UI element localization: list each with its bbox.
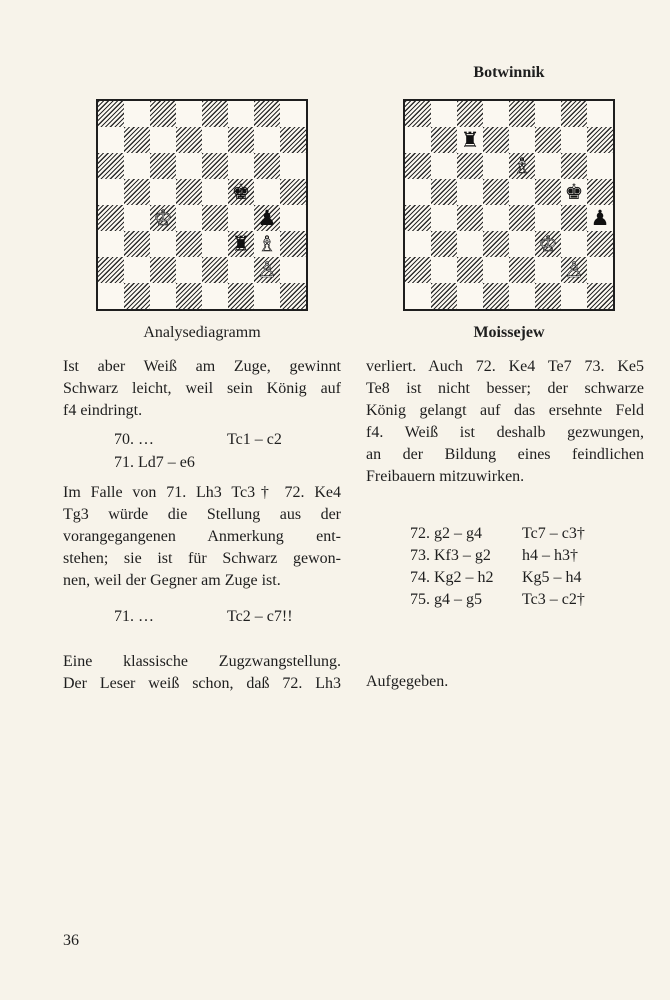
- chess-piece: ♚: [564, 179, 584, 204]
- board-square-c4: [150, 205, 176, 231]
- board-square-h2: [280, 257, 306, 283]
- board-square-h6: [587, 153, 613, 179]
- board-square-e8: [202, 101, 228, 127]
- board-square-h3: [280, 231, 306, 257]
- board-square-a4: [98, 205, 124, 231]
- move-number: 71. …: [114, 608, 154, 625]
- board-square-f6: [535, 153, 561, 179]
- board-square-b4: [431, 205, 457, 231]
- chess-piece: ♙: [564, 257, 584, 282]
- diagram-caption-analysis: Analysediagramm: [143, 324, 261, 341]
- page-number: 36: [63, 932, 79, 949]
- board-square-f8: [228, 101, 254, 127]
- board-square-d6: [483, 153, 509, 179]
- board-square-e4: [509, 205, 535, 231]
- board-square-g3: [254, 231, 280, 257]
- chess-piece: ♗: [257, 231, 277, 256]
- board-square-f3: [228, 231, 254, 257]
- text-line: Eine klassische Zugzwangstellung.: [63, 653, 341, 670]
- board-square-e1: [202, 283, 228, 309]
- paragraph-left-2: [63, 482, 341, 592]
- chess-piece: ♟: [590, 205, 610, 230]
- board-square-d4: [176, 205, 202, 231]
- text-line: vorangegangenen Anmerkung ent-: [63, 528, 341, 545]
- text-line: f4. Weiß ist deshalb gezwungen,: [366, 424, 644, 441]
- board-square-f2: [228, 257, 254, 283]
- board-square-c6: [457, 153, 483, 179]
- board-square-b8: [124, 101, 150, 127]
- board-square-d1: [483, 283, 509, 309]
- board-square-d6: [176, 153, 202, 179]
- chess-piece: ♔: [538, 231, 558, 256]
- text-line: Freibauern mitzuwirken.: [366, 468, 525, 485]
- board-square-f5: [228, 179, 254, 205]
- board-square-h4: [280, 205, 306, 231]
- board-square-e7: [509, 127, 535, 153]
- board-square-b7: [124, 127, 150, 153]
- chess-board-game: [403, 99, 615, 311]
- board-square-g2: [254, 257, 280, 283]
- board-square-c1: [457, 283, 483, 309]
- board-square-b1: [431, 283, 457, 309]
- board-square-d4: [483, 205, 509, 231]
- board-square-d7: [483, 127, 509, 153]
- board-square-b5: [124, 179, 150, 205]
- board-square-d3: [176, 231, 202, 257]
- board-square-d5: [176, 179, 202, 205]
- board-square-c8: [150, 101, 176, 127]
- board-square-a2: [405, 257, 431, 283]
- board-square-a6: [98, 153, 124, 179]
- board-square-d1: [176, 283, 202, 309]
- board-square-b6: [124, 153, 150, 179]
- board-square-e1: [509, 283, 535, 309]
- board-square-b1: [124, 283, 150, 309]
- board-square-h5: [587, 179, 613, 205]
- board-square-e2: [202, 257, 228, 283]
- board-square-d8: [483, 101, 509, 127]
- board-square-d8: [176, 101, 202, 127]
- board-square-g1: [561, 283, 587, 309]
- board-square-g1: [254, 283, 280, 309]
- board-square-a1: [98, 283, 124, 309]
- board-square-g3: [561, 231, 587, 257]
- board-square-g8: [254, 101, 280, 127]
- text-line: an der Bildung eines feindlichen: [366, 446, 644, 463]
- board-square-g6: [254, 153, 280, 179]
- board-square-c3: [457, 231, 483, 257]
- board-square-b7: [431, 127, 457, 153]
- board-square-a3: [98, 231, 124, 257]
- board-square-h6: [280, 153, 306, 179]
- chess-piece: ♟: [257, 205, 277, 230]
- board-square-a1: [405, 283, 431, 309]
- move-black: Tc1 – c2: [227, 431, 282, 448]
- move-white: 73. Kf3 – g2: [410, 547, 491, 564]
- board-square-a4: [405, 205, 431, 231]
- board-square-e3: [509, 231, 535, 257]
- board-square-g4: [254, 205, 280, 231]
- board-square-c4: [457, 205, 483, 231]
- move-black: Tc2 – c7!!: [227, 608, 293, 625]
- board-square-f4: [228, 205, 254, 231]
- board-square-g8: [561, 101, 587, 127]
- board-square-b8: [431, 101, 457, 127]
- board-square-d2: [483, 257, 509, 283]
- board-square-a8: [98, 101, 124, 127]
- text-line: nen, weil der Gegner am Zuge ist.: [63, 572, 281, 589]
- board-square-f2: [535, 257, 561, 283]
- diagram-caption-white-player: Botwinnik: [473, 64, 545, 81]
- move-black: h4 – h3†: [522, 547, 578, 564]
- board-square-h1: [280, 283, 306, 309]
- move-black: Tc7 – c3†: [522, 525, 585, 542]
- board-square-e4: [202, 205, 228, 231]
- move-number: 70. …: [114, 431, 154, 448]
- board-square-b2: [124, 257, 150, 283]
- board-square-g5: [561, 179, 587, 205]
- chess-piece: ♚: [231, 179, 251, 204]
- board-square-g4: [561, 205, 587, 231]
- paragraph-right-1: [366, 356, 644, 488]
- board-square-a6: [405, 153, 431, 179]
- text-line: Im Falle von 71. Lh3 Tc3† 72. Ke4: [63, 484, 341, 501]
- board-square-h3: [587, 231, 613, 257]
- board-square-f6: [228, 153, 254, 179]
- board-square-h2: [587, 257, 613, 283]
- board-square-d3: [483, 231, 509, 257]
- chess-piece: ♗: [512, 153, 532, 178]
- board-square-f3: [535, 231, 561, 257]
- board-square-g5: [254, 179, 280, 205]
- board-square-a8: [405, 101, 431, 127]
- board-square-c5: [457, 179, 483, 205]
- board-square-h5: [280, 179, 306, 205]
- board-square-c1: [150, 283, 176, 309]
- board-square-h4: [587, 205, 613, 231]
- move-white: 72. g2 – g4: [410, 525, 482, 542]
- move-black: Tc3 – c2†: [522, 591, 585, 608]
- board-square-g2: [561, 257, 587, 283]
- board-square-h7: [587, 127, 613, 153]
- board-square-c5: [150, 179, 176, 205]
- move-black: Kg5 – h4: [522, 569, 582, 586]
- board-square-f1: [228, 283, 254, 309]
- board-square-b3: [124, 231, 150, 257]
- board-square-h7: [280, 127, 306, 153]
- diagram-caption-black-player: Moissejew: [473, 324, 545, 341]
- chess-board-analysis: [96, 99, 308, 311]
- board-square-c8: [457, 101, 483, 127]
- board-square-d2: [176, 257, 202, 283]
- chess-piece: ♔: [153, 205, 173, 230]
- text-line: Te8 ist nicht besser; der schwarze: [366, 380, 644, 397]
- paragraph-left-3: [63, 651, 341, 695]
- board-square-c7: [457, 127, 483, 153]
- text-line: Der Leser weiß schon, daß 72. Lh3: [63, 675, 341, 692]
- move-white: 74. Kg2 – h2: [410, 569, 494, 586]
- board-square-a2: [98, 257, 124, 283]
- text-line: verliert. Auch 72. Ke4 Te7 73. Ke5: [366, 358, 644, 375]
- board-square-f7: [228, 127, 254, 153]
- text-line: f4 eindringt.: [63, 402, 143, 419]
- board-square-d7: [176, 127, 202, 153]
- board-square-b2: [431, 257, 457, 283]
- board-square-e5: [509, 179, 535, 205]
- board-square-g6: [561, 153, 587, 179]
- board-square-e2: [509, 257, 535, 283]
- board-square-d5: [483, 179, 509, 205]
- board-square-c6: [150, 153, 176, 179]
- board-square-a5: [98, 179, 124, 205]
- board-square-b3: [431, 231, 457, 257]
- board-square-b6: [431, 153, 457, 179]
- game-result: Aufgegeben.: [366, 673, 449, 690]
- board-square-e7: [202, 127, 228, 153]
- text-line: König gelangt auf das ersehnte Feld: [366, 402, 644, 419]
- board-square-e6: [509, 153, 535, 179]
- board-square-a7: [405, 127, 431, 153]
- board-square-e8: [509, 101, 535, 127]
- text-line: Ist aber Weiß am Zuge, gewinnt: [63, 358, 341, 375]
- board-square-f7: [535, 127, 561, 153]
- board-square-c2: [457, 257, 483, 283]
- text-line: stehen; sie ist für Schwarz gewon-: [63, 550, 341, 567]
- move-white: 75. g4 – g5: [410, 591, 482, 608]
- board-square-a7: [98, 127, 124, 153]
- chess-piece: ♜: [231, 231, 251, 256]
- board-square-h8: [280, 101, 306, 127]
- board-square-a5: [405, 179, 431, 205]
- board-square-a3: [405, 231, 431, 257]
- board-square-e3: [202, 231, 228, 257]
- board-square-g7: [254, 127, 280, 153]
- chess-piece: ♜: [460, 127, 480, 152]
- board-square-g7: [561, 127, 587, 153]
- board-square-b5: [431, 179, 457, 205]
- board-square-e5: [202, 179, 228, 205]
- board-square-f4: [535, 205, 561, 231]
- board-square-f8: [535, 101, 561, 127]
- text-line: Tg3 würde die Stellung aus der: [63, 506, 341, 523]
- board-square-h8: [587, 101, 613, 127]
- chess-piece: ♙: [257, 257, 277, 282]
- board-square-c3: [150, 231, 176, 257]
- paragraph-left-1: [63, 356, 341, 422]
- board-square-b4: [124, 205, 150, 231]
- board-square-c2: [150, 257, 176, 283]
- text-line: Schwarz leicht, weil sein König auf: [63, 380, 341, 397]
- board-square-f1: [535, 283, 561, 309]
- board-square-h1: [587, 283, 613, 309]
- board-square-f5: [535, 179, 561, 205]
- board-square-e6: [202, 153, 228, 179]
- move-number: 71. Ld7 – e6: [114, 454, 195, 471]
- board-square-c7: [150, 127, 176, 153]
